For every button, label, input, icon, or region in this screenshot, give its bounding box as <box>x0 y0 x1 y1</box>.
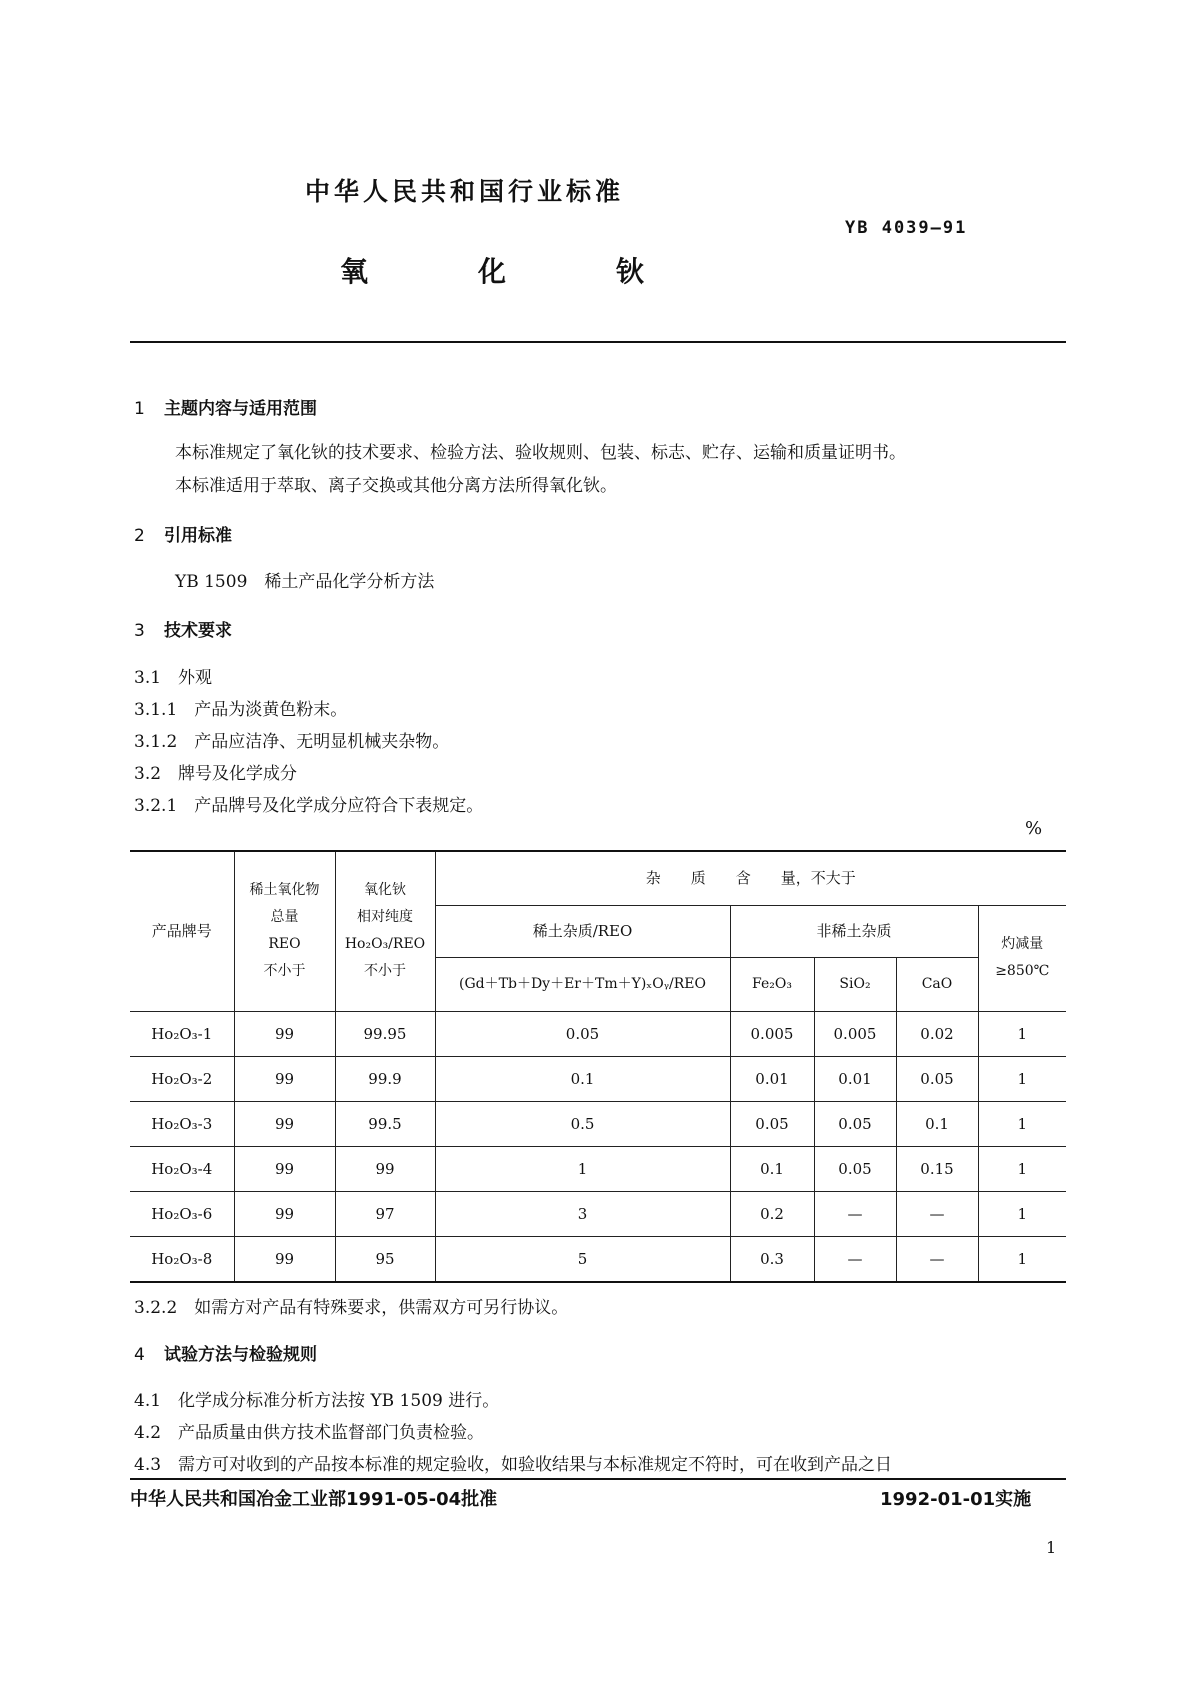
table-cell: 0.005 <box>814 1011 896 1056</box>
table-cell: Ho₂O₃-6 <box>130 1191 234 1236</box>
table-cell: — <box>896 1236 978 1282</box>
table-row <box>130 1236 1066 1282</box>
table-cell: 99.9 <box>335 1056 435 1101</box>
section-title: 主题内容与适用范围 <box>164 399 317 419</box>
clause: 4.1 化学成分标准分析方法按 YB 1509 进行。 <box>134 1391 500 1411</box>
table-cell: 99 <box>234 1146 335 1191</box>
table-cell: 1 <box>978 1101 1066 1146</box>
clause-note: 3.2.2 如需方对产品有特殊要求，供需双方可另行协议。 <box>134 1298 569 1318</box>
standard-code: YB 4039—91 <box>845 218 968 238</box>
header-loss-on-ignition: 灼减量 ≥850℃ <box>978 905 1066 1011</box>
table-cell: Ho₂O₃-8 <box>130 1236 234 1282</box>
header-grade: 产品牌号 <box>130 851 234 1011</box>
header-reo: 稀土氧化物 总量 REO 不小于 <box>234 851 335 1011</box>
section-title: 技术要求 <box>164 621 232 641</box>
table-cell: 99 <box>234 1101 335 1146</box>
clause: 3.2 牌号及化学成分 <box>134 764 298 784</box>
header-non-re-impurity: 非稀土杂质 <box>730 905 978 957</box>
table-cell: 1 <box>978 1236 1066 1282</box>
table-cell: 0.05 <box>814 1146 896 1191</box>
header-rule <box>130 341 1066 343</box>
table-cell: 99.95 <box>335 1011 435 1056</box>
section-3-heading <box>134 616 232 641</box>
section-1-heading <box>134 394 317 419</box>
header-re-impurity: 稀土杂质/REO <box>435 905 730 957</box>
table-cell: 95 <box>335 1236 435 1282</box>
table-cell: 0.02 <box>896 1011 978 1056</box>
clause: 3.1 外观 <box>134 668 213 688</box>
table-cell: 99 <box>234 1056 335 1101</box>
section-number: 2 <box>134 526 145 546</box>
table-cell: 97 <box>335 1191 435 1236</box>
table-row <box>130 1011 1066 1056</box>
clause: 3.1.1 产品为淡黄色粉末。 <box>134 700 348 720</box>
table-cell: 0.15 <box>896 1146 978 1191</box>
table-cell: 5 <box>435 1236 730 1282</box>
table-cell: — <box>814 1191 896 1236</box>
clause: 3.2.1 产品牌号及化学成分应符合下表规定。 <box>134 796 484 816</box>
table-cell: 99 <box>234 1236 335 1282</box>
table-cell: 0.01 <box>814 1056 896 1101</box>
effective-date: 1992-01-01实施 <box>880 1489 1032 1510</box>
table-cell: 99 <box>335 1146 435 1191</box>
footer-rule <box>130 1478 1066 1480</box>
header-cao: CaO <box>896 957 978 1011</box>
clause: 4.2 产品质量由供方技术监督部门负责检验。 <box>134 1423 485 1443</box>
grade-composition-table <box>130 850 1066 1283</box>
paragraph: 本标准适用于萃取、离子交换或其他分离方法所得氧化钬。 <box>175 476 617 496</box>
table-cell: 1 <box>435 1146 730 1191</box>
table-cell: 0.01 <box>730 1056 814 1101</box>
section-number: 3 <box>134 621 145 641</box>
header-fe2o3: Fe₂O₃ <box>730 957 814 1011</box>
section-number: 4 <box>134 1345 145 1365</box>
table-cell: 0.05 <box>730 1101 814 1146</box>
table-cell: Ho₂O₃-1 <box>130 1011 234 1056</box>
table-cell: Ho₂O₃-2 <box>130 1056 234 1101</box>
paragraph: 本标准规定了氧化钬的技术要求、检验方法、验收规则、包装、标志、贮存、运输和质量证明书。 <box>175 443 906 463</box>
header-purity: 氧化钬 相对纯度 Ho₂O₃/REO 不小于 <box>335 851 435 1011</box>
section-title: 引用标准 <box>164 526 232 546</box>
clause: 4.3 需方可对收到的产品按本标准的规定验收，如验收结果与本标准规定不符时，可在收到产品之日 <box>134 1455 893 1475</box>
header-re-formula: (Gd＋Tb＋Dy＋Er＋Tm＋Y)ₓOᵧ/REO <box>435 957 730 1011</box>
table-cell: 0.05 <box>896 1056 978 1101</box>
document-title <box>340 250 754 290</box>
table-cell: 0.05 <box>435 1011 730 1056</box>
table-cell: 0.1 <box>730 1146 814 1191</box>
table-row <box>130 1056 1066 1101</box>
section-2-heading <box>134 521 232 546</box>
table-cell: — <box>896 1191 978 1236</box>
table-cell: 1 <box>978 1191 1066 1236</box>
table-cell: 1 <box>978 1056 1066 1101</box>
title-char: 钬 <box>616 255 645 288</box>
page-number: 1 <box>1046 1538 1057 1557</box>
header-impurity: 杂 质 含 量，不大于 <box>435 851 1066 905</box>
table-row <box>130 1191 1066 1236</box>
table-cell: 0.05 <box>814 1101 896 1146</box>
table-cell: 3 <box>435 1191 730 1236</box>
table-cell: 0.5 <box>435 1101 730 1146</box>
table-cell: 99.5 <box>335 1101 435 1146</box>
table-row <box>130 1101 1066 1146</box>
section-title: 试验方法与检验规则 <box>164 1345 317 1365</box>
table-cell: 0.3 <box>730 1236 814 1282</box>
title-char: 氧 <box>340 255 369 288</box>
table-cell: — <box>814 1236 896 1282</box>
table-cell: 0.1 <box>896 1101 978 1146</box>
section-number: 1 <box>134 399 145 419</box>
reference-standard: YB 1509 稀土产品化学分析方法 <box>175 572 435 592</box>
approval-line: 中华人民共和国冶金工业部1991-05-04批准 <box>130 1489 498 1510</box>
table-cell: 99 <box>234 1011 335 1056</box>
table-cell: 0.1 <box>435 1056 730 1101</box>
table-cell: Ho₂O₃-4 <box>130 1146 234 1191</box>
clause: 3.1.2 产品应洁净、无明显机械夹杂物。 <box>134 732 450 752</box>
table-cell: 99 <box>234 1191 335 1236</box>
table-row <box>130 1146 1066 1191</box>
section-4-heading <box>134 1340 317 1365</box>
table-cell: 1 <box>978 1011 1066 1056</box>
header-sio2: SiO₂ <box>814 957 896 1011</box>
page-title: 中华人民共和国行业标准 <box>305 177 625 206</box>
title-char: 化 <box>478 255 507 288</box>
table-cell: 0.005 <box>730 1011 814 1056</box>
unit-label: % <box>1025 818 1043 839</box>
table-cell: 1 <box>978 1146 1066 1191</box>
table-cell: Ho₂O₃-3 <box>130 1101 234 1146</box>
table-cell: 0.2 <box>730 1191 814 1236</box>
